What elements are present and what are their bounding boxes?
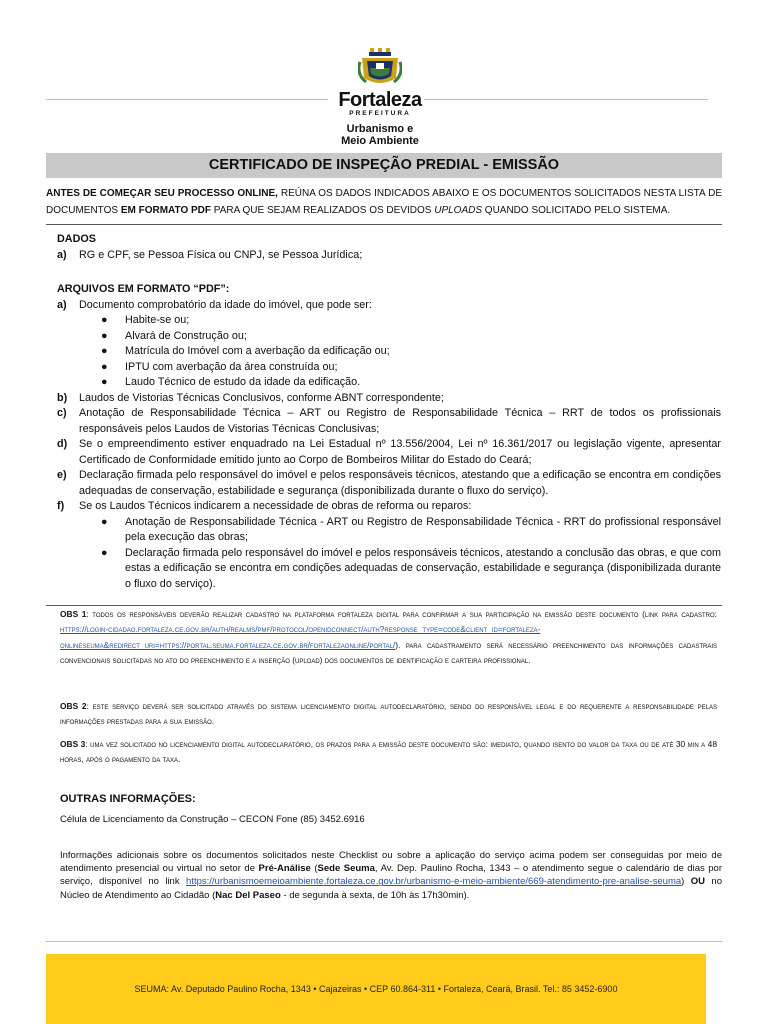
item-label: c) <box>57 407 67 419</box>
intro-text-1: REÚNA OS DADOS INDICADOS ABAIXO E OS DOCUMENTOS SOLICITADOS NESTA LISTA DE DOCUMENTOS <box>46 188 722 216</box>
info-text-2: ( <box>310 863 318 875</box>
info-text-5: no Núcleo de Atendimento ao Cidadão ( <box>60 876 722 901</box>
intro-italic: UPLOADS <box>434 205 483 216</box>
intro-bold-1: ANTES DE COMEÇAR SEU PROCESSO ONLINE, <box>46 188 278 199</box>
footer-bar <box>46 954 706 1024</box>
info-bold-3: OU <box>690 876 705 888</box>
bullet-text: IPTU com averbação da área construída ou; <box>125 360 338 373</box>
dados-heading: DADOS <box>57 233 96 245</box>
header-rule-right <box>424 99 708 100</box>
info-bold-4: Nac Del Paseo <box>215 889 281 901</box>
obs-divider <box>46 605 722 606</box>
bullet-text: Habite-se ou; <box>125 314 190 326</box>
bullet-item <box>57 360 721 376</box>
document-title: CERTIFICADO DE INSPEÇÃO PREDIAL - EMISSÃO <box>46 153 722 178</box>
item-label: b) <box>57 391 68 404</box>
footer-address: SEUMA: Av. Deputado Paulino Rocha, 1343 • Cajazeiras • CEP 60.864-311 • Fortaleza, Ceará, Brasil. Tel.: 85 3452-6900 <box>134 984 618 994</box>
obs-1 <box>60 607 717 668</box>
info-bold-2: Sede Seuma <box>317 863 375 875</box>
outras-heading: OUTRAS INFORMAÇÕES: <box>60 793 196 805</box>
list-item <box>57 499 721 515</box>
item-text: Se o empreendimento estiver enquadrado na Lei Estadual nº 13.556/2004, Lei nº 16.361/2017 ou legislação vigente, apresentar Certificado de Conformidade emitido junto ao Corpo de Bombeiros Militar do Estado do Ceará; <box>79 438 721 466</box>
bullet-item <box>57 515 721 546</box>
department-name <box>330 123 430 147</box>
obs-3-key: OBS 3 <box>60 739 86 749</box>
bullet-icon: ● <box>101 546 108 559</box>
coat-of-arms-icon <box>358 48 402 88</box>
item-label: a) <box>57 298 67 311</box>
obs-2-key: OBS 2 <box>60 701 87 711</box>
dados-section <box>57 232 721 263</box>
obs-2 <box>60 699 717 730</box>
item-text: Se os Laudos Técnicos indicarem a necessidade de obras de reforma ou reparos: <box>79 500 472 512</box>
bullet-icon: ● <box>101 345 108 357</box>
bullet-item <box>57 546 721 593</box>
intro-bold-2: EM FORMATO PDF <box>120 205 212 216</box>
brand-subtitle: PREFEITURA <box>349 110 411 117</box>
list-item <box>57 391 721 407</box>
bullet-icon: ● <box>101 329 108 342</box>
bullet-text: Laudo Técnico de estudo da idade da edificação. <box>125 376 361 388</box>
arquivos-heading: ARQUIVOS EM FORMATO “PDF”: <box>57 283 230 295</box>
info-text-3: , Av. Dep. Paulino Rocha, 1343 – o atendimento segue o calendário de dias por serviço, disponível no link <box>60 863 722 888</box>
info-text-4: ) <box>681 876 691 888</box>
bullet-text: Alvará de Construção ou; <box>125 329 247 342</box>
list-item <box>57 406 721 437</box>
item-text: Declaração firmada pelo responsável do imóvel e pelos responsáveis técnicos, atestando que a edificação se encontra em condições adequadas de conservação, estabilidade e segurança (disponibilizada durante o fluxo do serviço). <box>79 469 721 497</box>
bullet-icon: ● <box>101 376 108 388</box>
info-text-1: Informações adicionais sobre os documentos solicitados neste Checklist ou sobre a aplicação do serviço acima podem ser conseguidas por meio de atendimento presencial ou virtual no setor de <box>60 850 722 875</box>
intro-text-2: PARA QUE SEJAM REALIZADOS OS DEVIDOS <box>211 205 435 216</box>
bullet-text: Matrícula do Imóvel com a averbação da edificação ou; <box>125 345 390 357</box>
header-rule-left <box>46 99 328 100</box>
obs-3-text: : uma vez solicitado no licenciamento digital autodeclaratório, os prazos para a emissão deste documento são: imediato, quando isento do valor da taxa ou de até 30 min a 48 horas, após o pagamento da taxa. <box>60 739 718 765</box>
cecon-contact: Célula de Licenciamento da Construção – CECON Fone (85) 3452.6916 <box>60 814 365 825</box>
item-text: Anotação de Responsabilidade Técnica – ART ou Registro de Responsabilidade Técnica – RRT de todos os profissionais responsáveis pelos Laudos de Vistorias Técnicas Conclusivas; <box>79 407 721 435</box>
item-text: Documento comprobatório da idade do imóvel, que pode ser: <box>79 298 372 311</box>
bullet-icon: ● <box>101 515 108 528</box>
item-text: Laudos de Vistorias Técnicas Conclusivos, conforme ABNT correspondente; <box>79 391 444 404</box>
intro-text-3: QUANDO SOLICITADO PELO SISTEMA. <box>482 205 671 216</box>
bullet-item <box>57 375 721 391</box>
additional-info <box>60 849 722 902</box>
arquivos-section <box>57 282 721 592</box>
registration-link[interactable]: https://login-cidadao.fortaleza.ce.gov.br/auth/realms/pmf/protocol/openidconnect/auth?response_type=code&client_id=fortaleza-onlineseuma&redirect_uri=https://portal.seuma.fortaleza.ce.gov.br/fortalezaonline/portal/ <box>60 624 541 650</box>
bullet-item <box>57 329 721 345</box>
item-text: RG e CPF, se Pessoa Física ou CNPJ, se Pessoa Jurídica; <box>79 248 363 261</box>
item-label: f) <box>57 500 65 512</box>
item-label: e) <box>57 469 67 481</box>
department-line-2: Meio Ambiente <box>341 135 419 147</box>
obs-3 <box>60 737 717 768</box>
obs-2-text: : este serviço deverá ser solicitado através do sistema licenciamento digital autodeclaratório, sendo do responsável legal e do requerente a responsabilidade pelas informações prestadas para a sua emissão. <box>60 701 717 727</box>
obs-1-text-2: ). para cadastramento será necessário preenchimento das informações cadastrais convencionais solicitadas no ato do preenchimento e a inserção (upload) dos documentos de identificação e carteira profissional. <box>60 639 717 665</box>
bullet-text: Declaração firmada pelo responsável do imóvel e pelos responsáveis técnicos, atestando a conclusão das obras, e que com estas a edificação se encontra em condições adequadas de conservação, estabilidade e segurança (disponibilizada durante o fluxo do serviço). <box>125 546 721 590</box>
info-bold-1: Pré-Análise <box>258 863 311 875</box>
bullet-icon: ● <box>101 314 108 326</box>
department-line-1: Urbanismo e <box>346 123 414 135</box>
item-label: d) <box>57 438 68 450</box>
info-text-6: - de segunda à sexta, de 10h às 17h30min). <box>280 889 470 901</box>
list-item <box>57 468 721 499</box>
bullet-icon: ● <box>101 360 108 373</box>
pre-analise-link[interactable]: https://urbanismoemeioambiente.fortaleza.ce.gov.br/urbanismo-e-meio-ambiente/669-atendimento-pre-analise-seuma <box>186 876 682 888</box>
brand-name: Fortaleza <box>338 89 422 111</box>
bullet-item <box>57 344 721 360</box>
obs-1-key: OBS 1 <box>60 609 87 619</box>
list-item <box>57 248 721 264</box>
item-label: a) <box>57 248 67 261</box>
footer-rule <box>46 941 722 942</box>
intro-divider <box>46 224 722 225</box>
bullet-item <box>57 313 721 329</box>
intro-paragraph <box>46 185 722 219</box>
list-item <box>57 437 721 468</box>
list-item <box>57 298 721 314</box>
obs-1-text: : todos os responsáveis deverão realizar cadastro na plataforma fortaleza digital para confirmar a sua participação na emissão deste documento (link para cadastro: <box>86 609 717 619</box>
bullet-text: Anotação de Responsabilidade Técnica - ART ou Registro de Responsabilidade Técnica - RRT do profissional responsável pela execução das obras; <box>125 515 721 543</box>
